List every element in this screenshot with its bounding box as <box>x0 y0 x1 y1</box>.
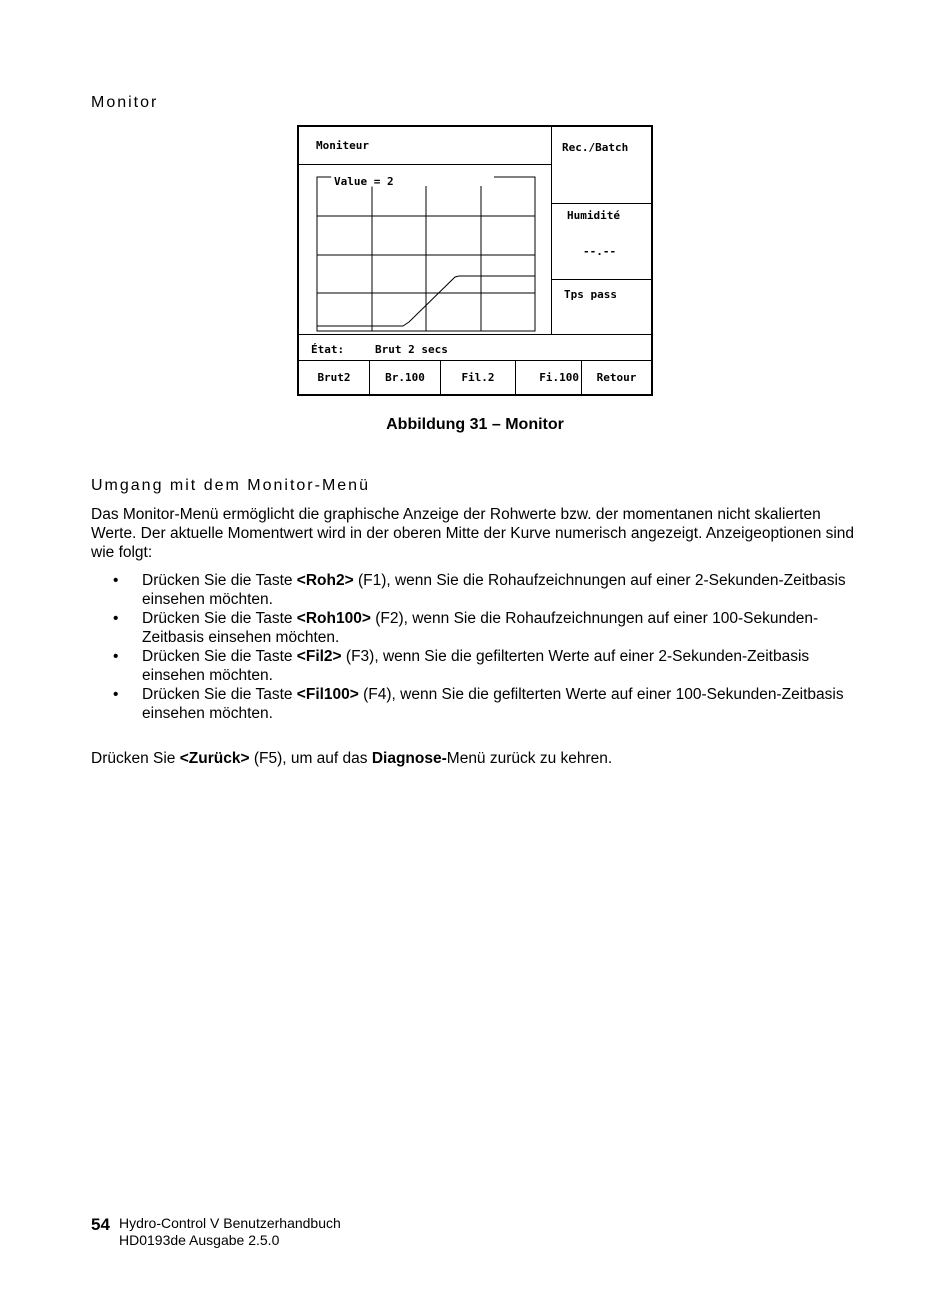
footer-edition: HD0193de Ausgabe 2.5.0 <box>119 1232 280 1248</box>
bullet-icon: • <box>113 686 119 703</box>
fkey-brut2: Brut2 <box>317 371 351 384</box>
bullet-icon: • <box>113 572 119 589</box>
bullet-text: Drücken Sie die Taste <box>142 648 297 665</box>
list-item <box>91 609 861 647</box>
humidity-label: Humidité <box>567 209 620 222</box>
intro-paragraph: Das Monitor-Menü ermöglicht die graphische Anzeige der Rohwerte bzw. der momentanen nicht skalierten Werte. Der aktuelle Momentwert wird in der oberen Mitte der Kurve numerisch angezeigt. Anzeigeoptionen sind wie folgt: <box>91 506 855 561</box>
back-paragraph <box>91 749 861 768</box>
rec-batch-label: Rec./Batch <box>562 141 629 154</box>
bullet-text: (F3), wenn Sie die gefilterten Werte auf einer 2-Sekunden-Zeitbasis einsehen möchten. <box>142 648 810 684</box>
fkey-retour: Retour <box>596 371 637 384</box>
screen-divider <box>551 279 651 280</box>
options-list <box>91 571 861 723</box>
bullet-text: Drücken Sie die Taste <box>142 610 297 627</box>
figure-caption: Abbildung 31 – Monitor <box>386 416 564 433</box>
bullet-icon: • <box>113 648 119 665</box>
screen-divider <box>299 164 551 165</box>
page-number: 54 <box>91 1215 110 1234</box>
bullet-text: (F1), wenn Sie die Rohaufzeichnungen auf einer 2-Sekunden-Zeitbasis einsehen möchten. <box>142 572 846 608</box>
screen-divider <box>551 127 552 334</box>
list-item <box>91 647 861 685</box>
bullet-text: (F4), wenn Sie die gefilterten Werte auf einer 100-Sekunden-Zeitbasis einsehen möchten. <box>142 686 844 722</box>
list-item <box>91 571 861 609</box>
footer-title: Hydro-Control V Benutzerhandbuch <box>119 1215 341 1231</box>
graph-value-label: Value = 2 <box>334 176 394 188</box>
bullet-icon: • <box>113 610 119 627</box>
humidity-value: --.-- <box>583 245 617 258</box>
tps-pass-label: Tps pass <box>564 288 617 301</box>
monitor-screen-figure <box>297 125 653 396</box>
section-heading-usage: Umgang mit dem Monitor-Menü <box>91 477 370 494</box>
screen-title: Moniteur <box>316 139 369 152</box>
back-text: Drücken Sie <box>91 750 180 767</box>
screen-divider <box>299 360 651 361</box>
etat-label: État: <box>311 343 345 356</box>
list-item <box>91 685 861 723</box>
screen-divider <box>299 334 651 335</box>
monitor-graph <box>316 176 536 332</box>
menu-name: Diagnose- <box>371 750 447 767</box>
bullet-text: (F2), wenn Sie die Rohaufzeichnungen auf einer 100-Sekunden-Zeitbasis einsehen möchten. <box>142 610 819 646</box>
screen-divider <box>551 203 651 204</box>
etat-value: Brut 2 secs <box>375 343 448 356</box>
key-label: <Fil100> <box>296 686 359 703</box>
fkey-fil2: Fil.2 <box>461 371 495 384</box>
bullet-text: Drücken Sie die Taste <box>142 572 297 589</box>
fkey-br100: Br.100 <box>385 371 425 384</box>
back-text: (F5), um auf das <box>249 750 372 767</box>
key-label: <Fil2> <box>296 648 342 665</box>
fkey-fi100: Fi.100 <box>539 371 579 384</box>
back-text: Menü zurück zu kehren. <box>446 750 613 767</box>
footer-text <box>119 1215 341 1249</box>
key-label: <Roh2> <box>296 572 354 589</box>
bullet-text: Drücken Sie die Taste <box>142 686 297 703</box>
key-label: <Zurück> <box>179 750 250 767</box>
key-label: <Roh100> <box>296 610 371 627</box>
section-heading-monitor: Monitor <box>91 94 159 111</box>
